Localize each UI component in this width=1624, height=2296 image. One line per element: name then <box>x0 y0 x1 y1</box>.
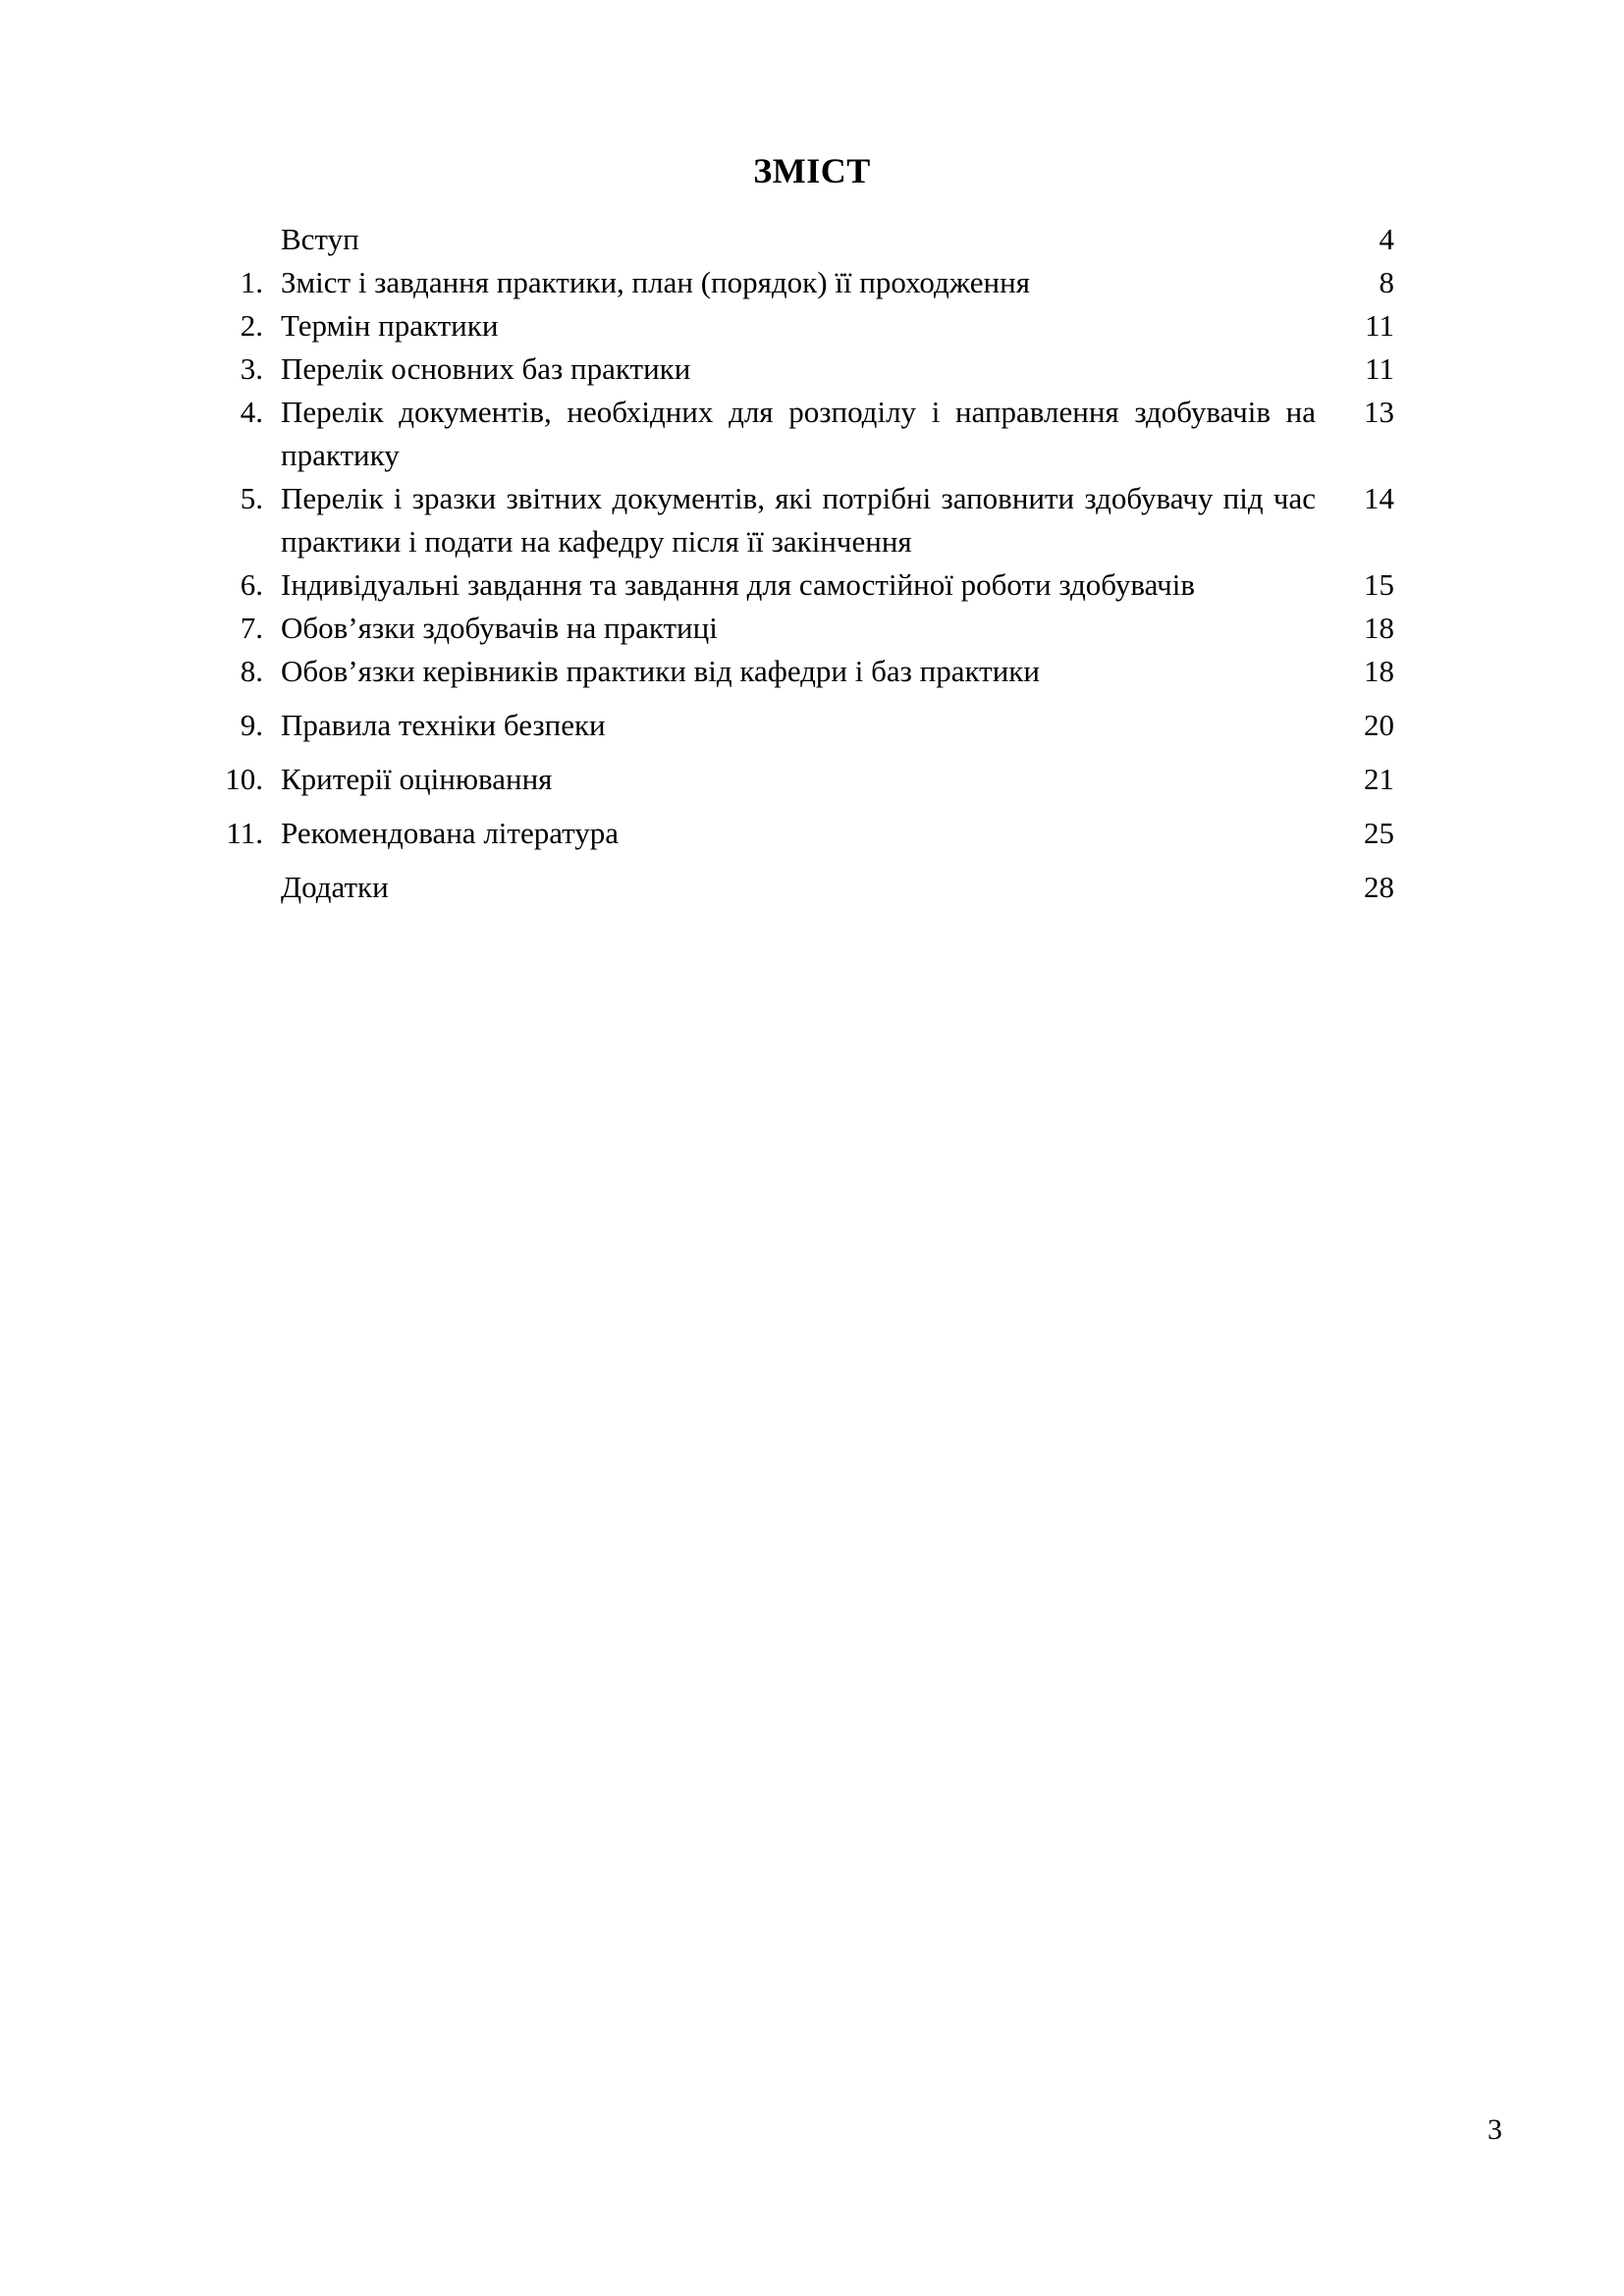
toc-entry[interactable] <box>187 391 1394 477</box>
toc-entry-page-number: 4 <box>1379 222 1394 256</box>
toc-entry-label-wrapper <box>281 758 1333 801</box>
toc-entry-page-number: 25 <box>1364 816 1394 850</box>
toc-entry-number: 6. <box>240 567 263 602</box>
page-folio-number: 3 <box>1488 2113 1502 2146</box>
toc-entry-label-wrapper <box>281 866 1333 909</box>
toc-entry-label-wrapper <box>281 607 1333 650</box>
page-title: ЗМІСТ <box>753 151 871 190</box>
toc-entry-number: 10. <box>225 762 263 796</box>
toc-entry[interactable] <box>187 758 1394 801</box>
toc-entry-label: Перелік основних баз практики <box>281 351 691 386</box>
table-of-contents <box>187 218 1394 920</box>
toc-entry-page-number: 18 <box>1364 611 1394 645</box>
toc-entry[interactable] <box>187 477 1394 563</box>
toc-entry-label: Додатки <box>281 870 389 904</box>
toc-entry-label-wrapper <box>281 304 1333 347</box>
toc-entry-label-wrapper <box>281 477 1333 563</box>
toc-entry-page-number: 15 <box>1364 567 1394 602</box>
toc-entry-label-wrapper <box>281 347 1333 391</box>
toc-entry-label-wrapper <box>281 218 1333 261</box>
toc-entry-page-number: 28 <box>1364 870 1394 904</box>
toc-entry-number: 3. <box>240 351 263 386</box>
toc-entry[interactable] <box>187 563 1394 607</box>
toc-entry-label: Вступ <box>281 222 359 256</box>
toc-entry-page-number: 13 <box>1364 395 1394 429</box>
toc-entry-number: 11. <box>226 816 263 850</box>
toc-entry[interactable] <box>187 812 1394 855</box>
toc-entry-page-number: 18 <box>1364 654 1394 688</box>
toc-entry-page-number: 8 <box>1379 265 1394 299</box>
toc-entry-page-number: 21 <box>1364 762 1394 796</box>
toc-entry-label-wrapper <box>281 391 1333 477</box>
toc-entry-number: 4. <box>240 395 263 429</box>
toc-entry[interactable] <box>187 347 1394 391</box>
toc-entry-page-number: 11 <box>1365 308 1394 343</box>
toc-entry-label: Критерії оцінювання <box>281 762 553 796</box>
toc-entry-number: 1. <box>240 265 263 299</box>
toc-entry[interactable] <box>187 866 1394 909</box>
toc-entry[interactable] <box>187 704 1394 747</box>
toc-entry-page-number: 11 <box>1365 351 1394 386</box>
toc-entry[interactable] <box>187 304 1394 347</box>
toc-entry-label-wrapper <box>281 812 1333 855</box>
toc-entry-label: Обов’язки керівників практики від кафедри і баз практики <box>281 654 1040 688</box>
toc-entry-number: 7. <box>240 611 263 645</box>
toc-entry-label-wrapper <box>281 650 1333 693</box>
toc-entry-label: Обов’язки здобувачів на практиці <box>281 611 718 645</box>
toc-entry-label-wrapper <box>281 261 1333 304</box>
toc-entry-label: Правила техніки безпеки <box>281 708 606 742</box>
toc-entry-label-wrapper <box>281 704 1333 747</box>
toc-entry-page-number: 20 <box>1364 708 1394 742</box>
toc-entry[interactable] <box>187 261 1394 304</box>
toc-entry-number: 5. <box>240 481 263 515</box>
toc-entry[interactable] <box>187 218 1394 261</box>
toc-entry-number: 9. <box>240 708 263 742</box>
toc-entry-number: 2. <box>240 308 263 343</box>
toc-entry-label: Рекомендована література <box>281 816 620 850</box>
toc-entry[interactable] <box>187 650 1394 693</box>
toc-entry-label-wrapper <box>281 563 1333 607</box>
toc-entry-label: Перелік документів, необхідних для розподілу і направлення здобувачів на практику <box>281 395 1316 472</box>
toc-entry-label: Зміст і завдання практики, план (порядок) її проходження <box>281 265 1030 299</box>
toc-entry-number: 8. <box>240 654 263 688</box>
toc-entry[interactable] <box>187 607 1394 650</box>
toc-entry-label: Термін практики <box>281 308 499 343</box>
toc-entry-label: Перелік і зразки звітних документів, які потрібні заповнити здобувачу під час практики і подати на кафедру після її закінчення <box>281 481 1316 559</box>
toc-entry-label: Індивідуальні завдання та завдання для самостійної роботи здобувачів <box>281 567 1195 602</box>
toc-entry-page-number: 14 <box>1364 481 1394 515</box>
